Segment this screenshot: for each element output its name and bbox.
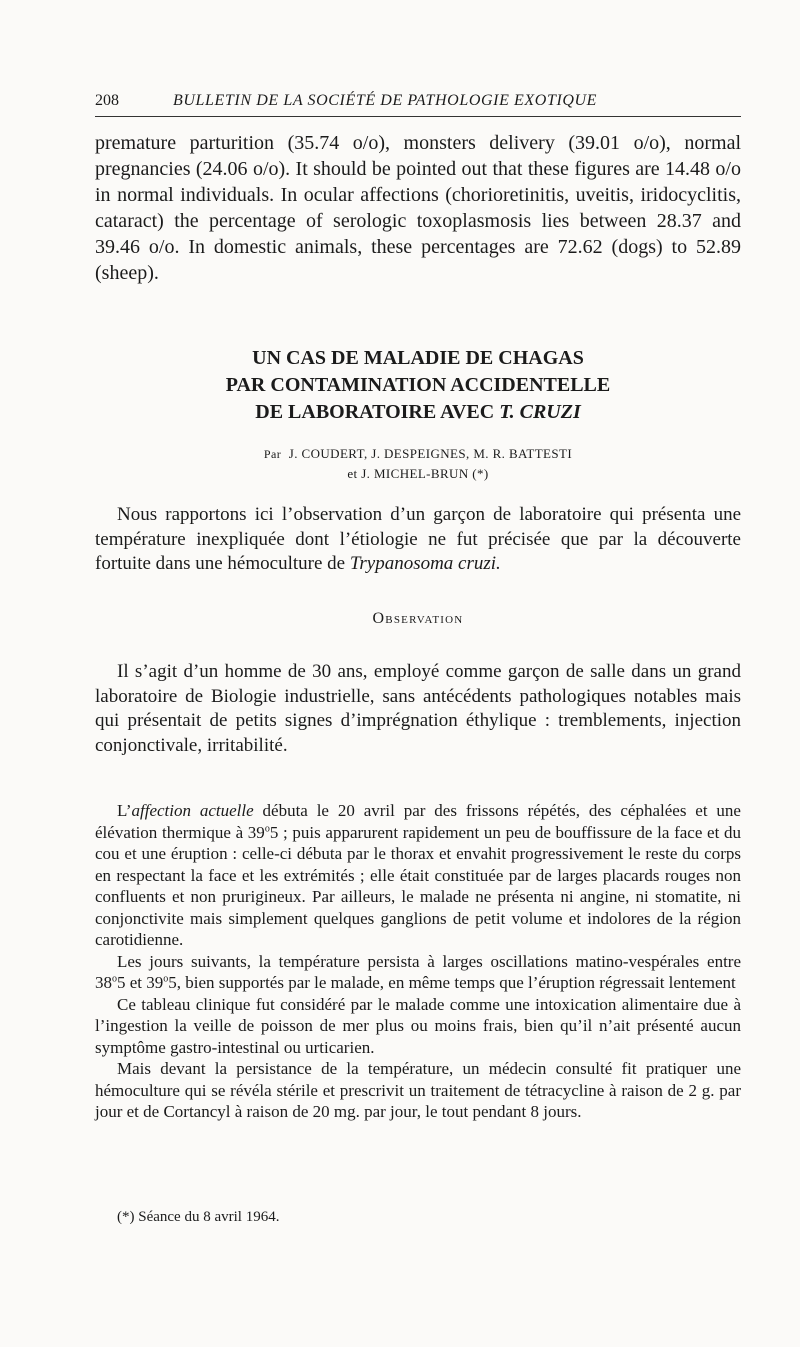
previous-article-text: premature parturition (35.74 o/o), monsters delivery (39.01 o/o), normal pregnancies (24.06 o/o). It should be pointed out that these figures are 14.48 o/o in normal individuals. In ocular affections (chorioretinitis, uveitis, iridocyclitis, cataract) the percentage of serologic toxoplasmosis lies between 28.37 and 39.46 o/o. In domestic animals, these percentages are 72.62 (dogs) to 52.89 (sheep). — [95, 132, 741, 284]
para3-degree-1: o — [112, 973, 117, 985]
para3-text-b: 5 et 39 — [117, 973, 164, 992]
title-line-1: UN CAS DE MALADIE DE CHAGAS — [252, 347, 584, 369]
footnote: (*) Séance du 8 avril 1964. — [117, 1209, 280, 1225]
page-header — [95, 92, 741, 117]
para3-degree-2: o — [163, 973, 169, 985]
authors-par: Par — [263, 447, 282, 461]
para2-lead: L’ — [117, 801, 132, 820]
authors-line-1: J. COUDERT, J. DESPEIGNES, M. R. BATTESTI — [288, 446, 573, 461]
para2-degree: o — [264, 822, 270, 834]
para2-lead-italic: affection actuelle — [131, 801, 254, 820]
intro-species: Trypanosoma cruzi. — [349, 553, 501, 574]
observation-paragraph: Il s’agit d’un homme de 30 ans, employé comme garçon de salle dans un grand laboratoire de Biologie industrielle, sans antécédents pathologiques notables mais qui présentait de petits signes d’imprégnation éthylique : tremblements, injection conjonctivale, irritabilité. — [95, 661, 741, 756]
para3-text-c: 5, bien supportés par le malade, en même temps que l’éruption régressait lentement — [168, 973, 736, 992]
page-number: 208 — [95, 92, 119, 109]
paragraph-treatment: Mais devant la persistance de la température, un médecin consulté fit pratiquer une hémoculture qui se révéla stérile et prescrivit un traitement de tétracycline à raison de 2 g. par jour et de Cortancyl à raison de 20 mg. par jour, le tout pendant 8 jours. — [95, 1059, 741, 1121]
paragraph-affection — [95, 800, 741, 951]
para3-text-a: Les jours suivants, la température persista à larges oscillations matino-vespérales entre 38 — [95, 951, 741, 992]
title-line-3-prefix: DE LABORATOIRE AVEC — [255, 401, 495, 423]
case-history — [95, 800, 741, 1123]
running-title: BULLETIN DE LA SOCIÉTÉ DE PATHOLOGIE EXOTIQUE — [173, 92, 598, 109]
authors-line-2: et J. MICHEL-BRUN (*) — [347, 466, 489, 481]
para2-text-a: débuta le 20 avril par des frissons répétés, des céphalées et une élévation thermique à 39 — [95, 801, 741, 842]
paragraph-temperature — [95, 951, 741, 994]
para2-text-b: 5 ; puis apparurent rapidement un peu de bouffissure de la face et du cou et une éruption : celle-ci débuta par le thorax et envahit progressivement le reste du corps en respectant la face et les extrémités ; elle était constituée par de larges placards rouges non confluents et non prurigineux. Par ailleurs, le malade ne présenta ni angine, ni stomatite, ni conjonctivite mais simplement quelques ganglions de petit volume et indolores de la région carotidienne. — [95, 822, 741, 949]
section-heading: Observation — [372, 610, 464, 627]
article-title — [95, 345, 741, 426]
title-line-2: PAR CONTAMINATION ACCIDENTELLE — [225, 374, 611, 396]
title-species: T. CRUZI — [499, 401, 581, 423]
authors-block — [95, 444, 741, 483]
intro-paragraph — [95, 503, 741, 577]
title-line-3 — [95, 399, 741, 426]
paragraph-intoxication: Ce tableau clinique fut considéré par le malade comme une intoxication alimentaire due à l’ingestion la veille de poisson de mer plus ou moins frais, bien qu’il n’ait présenté aucun symptôme gastro-intestinal ou urticarien. — [95, 994, 741, 1057]
intro-text: Nous rapportons ici l’observation d’un garçon de laboratoire qui présenta une température inexpliquée dont l’étiologie ne fut précisée que par la découverte fortuite dans une hémoculture de — [95, 504, 741, 574]
